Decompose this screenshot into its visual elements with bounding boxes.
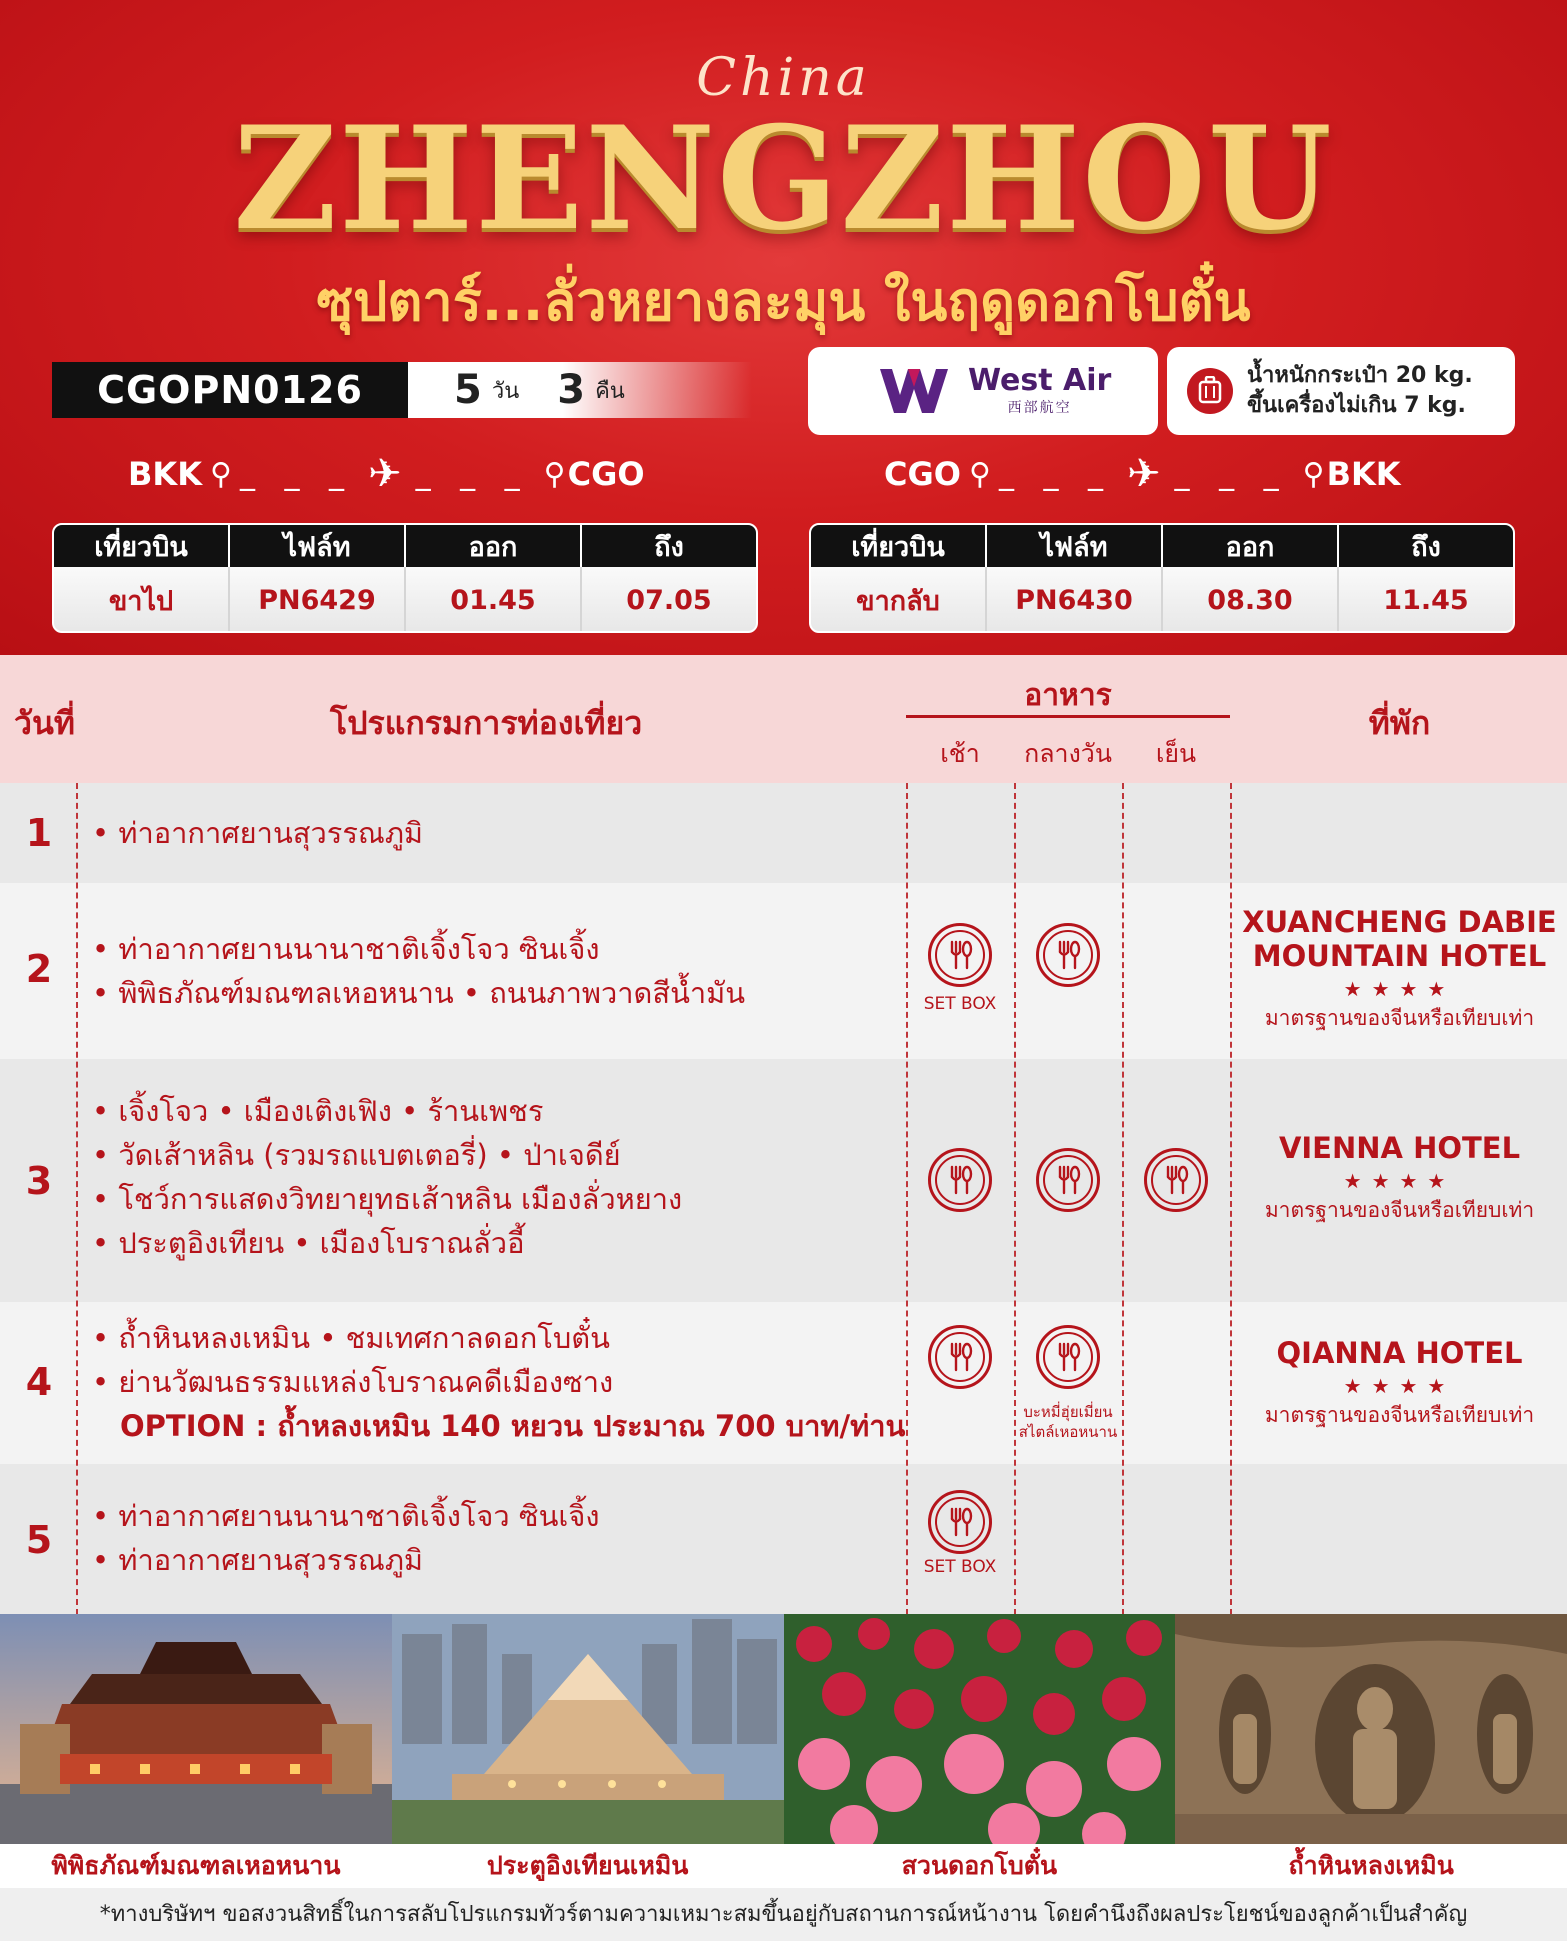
route-dash: _ _ _ xyxy=(415,456,530,492)
day-program xyxy=(92,1089,682,1265)
itinerary-row-day-3 xyxy=(0,1059,1567,1302)
day-program xyxy=(92,1316,905,1448)
day-program xyxy=(92,811,423,855)
meal-label xyxy=(1006,1402,1130,1442)
photo-yingtian-gate xyxy=(392,1614,784,1844)
location-pin-icon: ⚲ xyxy=(968,456,991,492)
column-divider xyxy=(1122,783,1124,1615)
meal-icon xyxy=(1036,1148,1100,1212)
itinerary-row-day-4 xyxy=(0,1302,1567,1464)
program-line: • พิพิธภัณฑ์มณฑลเหอหนาน • ถนนภาพวาดสีน้ำมัน xyxy=(92,976,746,1010)
day-number: 4 xyxy=(25,1360,53,1404)
hotel-name: VIENNA HOTEL xyxy=(1278,1131,1521,1165)
meal-label-line: บะหมี่ฮุ่ยเมี่ยน xyxy=(1023,1403,1113,1421)
column-divider xyxy=(1014,783,1016,1615)
breakfast-header: เช้า xyxy=(940,739,980,768)
hotel-info xyxy=(1232,1336,1567,1428)
program-line: • ย่านวัฒนธรรมแหล่งโบราณคดีเมืองซาง xyxy=(92,1365,614,1399)
route-dash: _ _ _ xyxy=(998,456,1114,492)
flight-header: ถึง xyxy=(654,531,684,563)
location-pin-icon: ⚲ xyxy=(1302,456,1325,492)
flight-depart: 08.30 xyxy=(1163,567,1339,633)
nights-unit: คืน xyxy=(595,378,625,404)
meal-icon xyxy=(928,1148,992,1212)
baggage-checked: น้ำหนักกระเป๋า 20 kg. xyxy=(1247,363,1473,388)
hotel-info xyxy=(1232,905,1567,1031)
program-line: • ท่าอากาศยานนานาชาติเจิ้งโจว ซินเจิ้ง xyxy=(92,1499,600,1533)
program-line: • ถ้ำหินหลงเหมิน • ชมเทศกาลดอกโบตั๋น xyxy=(92,1321,610,1355)
column-divider xyxy=(76,783,78,1615)
option-line: OPTION : ถ้ำหลงเหมิน 140 หยวน ประมาณ 700 บาท/ท่าน xyxy=(120,1409,906,1443)
meal-icon xyxy=(1036,923,1100,987)
flight-direction: ขาไป xyxy=(54,567,230,633)
location-pin-icon: ⚲ xyxy=(209,456,232,492)
meal-icon xyxy=(928,923,992,987)
meal-icon xyxy=(1036,1325,1100,1389)
days-count: 5 xyxy=(454,367,482,413)
route-back-from: CGO xyxy=(884,455,961,493)
hotel-name: XUANCHENG DABIE xyxy=(1242,905,1557,939)
hotel-info xyxy=(1232,1131,1567,1223)
flight-direction: ขากลับ xyxy=(811,567,987,633)
program-line: • ท่าอากาศยานนานาชาติเจิ้งโจว ซินเจิ้ง xyxy=(92,932,600,966)
plane-icon: ✈ xyxy=(1127,451,1161,497)
meal-icon xyxy=(928,1325,992,1389)
route-out-from: BKK xyxy=(128,455,202,493)
meals-column-header: อาหาร xyxy=(1024,678,1112,713)
airline-name: West Air xyxy=(968,363,1112,398)
duration xyxy=(408,362,752,418)
photo-captions xyxy=(0,1844,1567,1888)
column-divider xyxy=(1230,783,1232,1615)
program-line: • วัดเส้าหลิน (รวมรถแบตเตอรี่) • ป่าเจดีย์ xyxy=(92,1138,621,1172)
day-number: 2 xyxy=(25,947,53,991)
city-title: ZHENGZHOU xyxy=(233,96,1334,262)
flight-header: ออก xyxy=(406,525,582,567)
hotel-stars: ★★★★ xyxy=(1343,977,1456,1001)
airline-badge xyxy=(808,347,1158,435)
meal-label-line: สไตล์เหอหนาน xyxy=(1018,1423,1118,1441)
itinerary-row-day-5 xyxy=(0,1464,1567,1614)
tour-code-bar xyxy=(52,362,752,418)
flight-header: ไฟล์ท xyxy=(987,525,1163,567)
program-line: • ท่าอากาศยานสุวรรณภูมิ xyxy=(92,1543,424,1577)
hotel-standard: มาตรฐานของจีนหรือเทียบเท่า xyxy=(1264,1403,1535,1427)
meal-label: SET BOX xyxy=(923,994,997,1014)
flight-header: เที่ยวบิน xyxy=(811,525,987,567)
hotel-column-header: ที่พัก xyxy=(1368,704,1431,742)
meal-label: SET BOX xyxy=(923,1557,997,1577)
flight-header: ไฟล์ท xyxy=(230,525,406,567)
hotel-standard: มาตรฐานของจีนหรือเทียบเท่า xyxy=(1264,1198,1535,1222)
lunch-header: กลางวัน xyxy=(1024,739,1112,768)
meal-icon xyxy=(928,1490,992,1554)
plane-icon: ✈ xyxy=(368,451,402,497)
hotel-standard: มาตรฐานของจีนหรือเทียบเท่า xyxy=(1264,1006,1535,1030)
route-dash: _ _ _ xyxy=(239,456,355,492)
route-dash: _ _ _ xyxy=(1174,456,1289,492)
photo-longmen-grottoes xyxy=(1175,1614,1567,1844)
meals-divider xyxy=(906,715,1230,718)
luggage-icon xyxy=(1187,368,1233,414)
airline-name-cn: 西部航空 xyxy=(1007,400,1072,416)
program-line: • เจิ้งโจว • เมืองเติงเฟิง • ร้านเพชร xyxy=(92,1094,544,1128)
hotel-stars: ★★★★ xyxy=(1343,1169,1456,1193)
program-line: • โชว์การแสดงวิทยายุทธเส้าหลิน เมืองลั่วหยาง xyxy=(92,1182,683,1216)
hotel-name: QIANNA HOTEL xyxy=(1276,1336,1523,1370)
column-divider xyxy=(906,783,908,1615)
photo-caption: พิพิธภัณฑ์มณฑลเหอหนาน xyxy=(51,1851,341,1880)
photo-peony-garden xyxy=(784,1614,1176,1844)
flight-arrive: 07.05 xyxy=(626,584,712,616)
hotel-name-line2: MOUNTAIN HOTEL xyxy=(1252,939,1547,973)
photo-strip xyxy=(0,1614,1567,1844)
day-number: 1 xyxy=(25,811,53,855)
flight-number: PN6429 xyxy=(230,567,406,633)
header-banner xyxy=(0,0,1567,655)
disclaimer-footer: *ทางบริษัทฯ ขอสงวนสิทธิ์ในการสลับโปรแกรมทัวร์ตามความเหมาะสมขึ้นอยู่กับสถานการณ์หน้างาน โดยคำนึงถึงผลประโยชน์ของลูกค้าเป็นสำคัญ xyxy=(0,1888,1567,1941)
baggage-info xyxy=(1167,347,1515,435)
route-back-to: BKK xyxy=(1326,455,1401,493)
photo-caption: สวนดอกโบตั๋น xyxy=(901,1851,1058,1880)
flight-header: เที่ยวบิน xyxy=(54,525,230,567)
day-program xyxy=(92,927,745,1015)
program-line: • ประตูอิงเทียน • เมืองโบราณลั่วอี้ xyxy=(92,1226,525,1260)
west-air-logo-icon xyxy=(876,363,952,419)
baggage-carry-on: ขึ้นเครื่องไม่เกิน 7 kg. xyxy=(1247,393,1466,418)
tour-code: CGOPN0126 xyxy=(52,362,408,418)
day-number: 5 xyxy=(25,1518,53,1562)
meal-icon xyxy=(1144,1148,1208,1212)
flight-arrive: 11.45 xyxy=(1383,584,1469,616)
hotel-stars: ★★★★ xyxy=(1343,1374,1456,1398)
country-title: China xyxy=(696,48,871,108)
route-return xyxy=(884,448,1401,500)
route-outbound xyxy=(128,448,645,500)
photo-henan-museum xyxy=(0,1614,392,1844)
days-unit: วัน xyxy=(491,378,520,404)
location-pin-icon: ⚲ xyxy=(543,456,566,492)
flight-number: PN6430 xyxy=(987,567,1163,633)
flight-table-return xyxy=(809,523,1515,633)
itinerary-row-day-2 xyxy=(0,883,1567,1059)
dinner-header: เย็น xyxy=(1155,739,1197,768)
itinerary-row-day-1 xyxy=(0,783,1567,883)
nights-count: 3 xyxy=(557,367,586,413)
flight-header: ถึง xyxy=(1411,531,1441,563)
program-column-header: โปรแกรมการท่องเที่ยว xyxy=(330,704,643,742)
day-column-header: วันที่ xyxy=(14,704,75,742)
flight-table-outbound xyxy=(52,523,758,633)
tagline: ซุปตาร์...ลั่วหยางละมุน ในฤดูดอกโบตั๋น xyxy=(316,270,1251,333)
program-line: • ท่าอากาศยานสุวรรณภูมิ xyxy=(92,816,424,850)
day-number: 3 xyxy=(25,1159,53,1203)
route-out-to: CGO xyxy=(567,455,645,493)
photo-caption: ประตูอิงเทียนเหมิน xyxy=(486,1851,689,1880)
photo-caption: ถ้ำหินหลงเหมิน xyxy=(1288,1851,1454,1880)
flight-header: ออก xyxy=(1163,525,1339,567)
flight-depart: 01.45 xyxy=(406,567,582,633)
day-program xyxy=(92,1494,600,1582)
